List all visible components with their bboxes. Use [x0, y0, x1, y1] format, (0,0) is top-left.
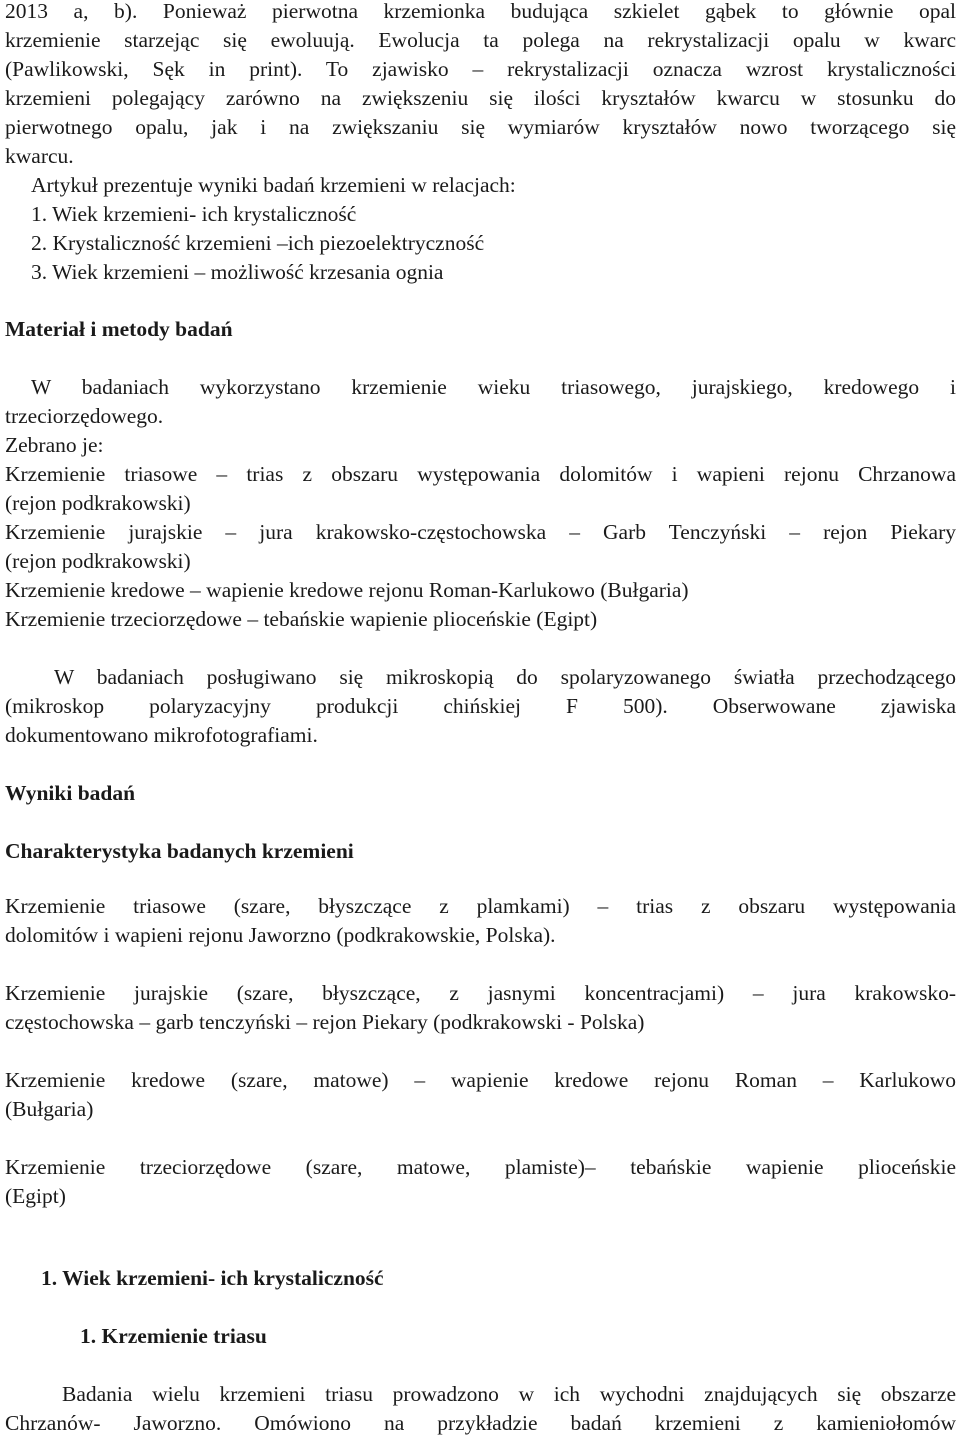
sample-line-4: (rejon podkrakowski) — [5, 549, 191, 573]
intro-line-6: kwarcu. — [5, 144, 74, 168]
methods-p2-line-3: dokumentowano mikrofotografiami. — [5, 723, 318, 747]
relations-item-2: 2. Krystaliczność krzemieni –ich piezoelektryczność — [31, 231, 485, 255]
relations-item-1: 1. Wiek krzemieni- ich krystaliczność — [31, 202, 357, 226]
section-1-heading: 1. Wiek krzemieni- ich krystaliczność — [41, 1266, 384, 1290]
char-triassic-line-1: Krzemienie triasowe (szare, błyszczące z plamkami) – trias z obszaru występowania — [5, 894, 956, 918]
char-tertiary-line-1: Krzemienie trzeciorzędowe (szare, matowe, plamiste)– tebańskie wapienie plioceńskie — [5, 1155, 956, 1179]
relations-intro: Artykuł prezentuje wyniki badań krzemieni w relacjach: — [31, 173, 516, 197]
char-jurassic-line-1: Krzemienie jurajskie (szare, błyszczące, z jasnymi koncentracjami) – jura krakowsko- — [5, 981, 956, 1005]
collected-label: Zebrano je: — [5, 433, 104, 457]
char-jurassic-line-2: częstochowska – garb tenczyński – rejon Piekary (podkrakowski - Polska) — [5, 1010, 645, 1034]
intro-line-5: pierwotnego opalu, jak i na zwiększaniu się wymiarów kryształów nowo tworzącego się — [5, 115, 956, 139]
intro-line-1: 2013 a, b). Ponieważ pierwotna krzemionka budująca szkielet gąbek to głównie opal — [5, 0, 956, 23]
heading-methods: Materiał i metody badań — [5, 317, 233, 341]
final-p-line-2: Chrzanów- Jaworzno. Omówiono na przykładzie badań krzemieni z kamieniołomów — [5, 1411, 956, 1435]
final-p-line-1: Badania wielu krzemieni triasu prowadzono w ich wychodni znajdujących się obszarze — [62, 1382, 956, 1406]
char-triassic-line-2: dolomitów i wapieni rejonu Jaworzno (podkrakowskie, Polska). — [5, 923, 556, 947]
sample-line-5: Krzemienie kredowe – wapienie kredowe rejonu Roman-Karlukowo (Bułgaria) — [5, 578, 689, 602]
intro-line-2: krzemienie starzejąc się ewoluują. Ewolucja ta polega na rekrystalizacji opalu w kwarc — [5, 28, 956, 52]
char-tertiary-line-2: (Egipt) — [5, 1184, 66, 1208]
methods-p2-line-1: W badaniach posługiwano się mikroskopią do spolaryzowanego światła przechodzącego — [54, 665, 956, 689]
heading-results: Wyniki badań — [5, 781, 136, 805]
relations-item-3: 3. Wiek krzemieni – możliwość krzesania ognia — [31, 260, 444, 284]
sample-line-1: Krzemienie triasowe – trias z obszaru występowania dolomitów i wapieni rejonu Chrzanowa — [5, 462, 956, 486]
char-cretaceous-line-2: (Bułgaria) — [5, 1097, 94, 1121]
subsection-1-heading: 1. Krzemienie triasu — [80, 1324, 267, 1348]
char-cretaceous-line-1: Krzemienie kredowe (szare, matowe) – wapienie kredowe rejonu Roman – Karlukowo — [5, 1068, 956, 1092]
intro-line-4: krzemieni polegający zarówno na zwiększeniu się ilości kryształów kwarcu w stosunku do — [5, 86, 956, 110]
methods-p1-line-1: W badaniach wykorzystano krzemienie wieku triasowego, jurajskiego, kredowego i — [31, 375, 956, 399]
sample-line-6: Krzemienie trzeciorzędowe – tebańskie wapienie plioceńskie (Egipt) — [5, 607, 598, 631]
methods-p2-line-2: (mikroskop polaryzacyjny produkcji chińskiej F 500). Obserwowane zjawiska — [5, 694, 956, 718]
sample-line-3: Krzemienie jurajskie – jura krakowsko-częstochowska – Garb Tenczyński – rejon Piekary — [5, 520, 956, 544]
sample-line-2: (rejon podkrakowski) — [5, 491, 191, 515]
methods-p1-line-2: trzeciorzędowego. — [5, 404, 164, 428]
intro-line-3: (Pawlikowski, Sęk in print). To zjawisko – rekrystalizacji oznacza wzrost krystaliczności — [5, 57, 956, 81]
heading-characteristics: Charakterystyka badanych krzemieni — [5, 839, 354, 863]
